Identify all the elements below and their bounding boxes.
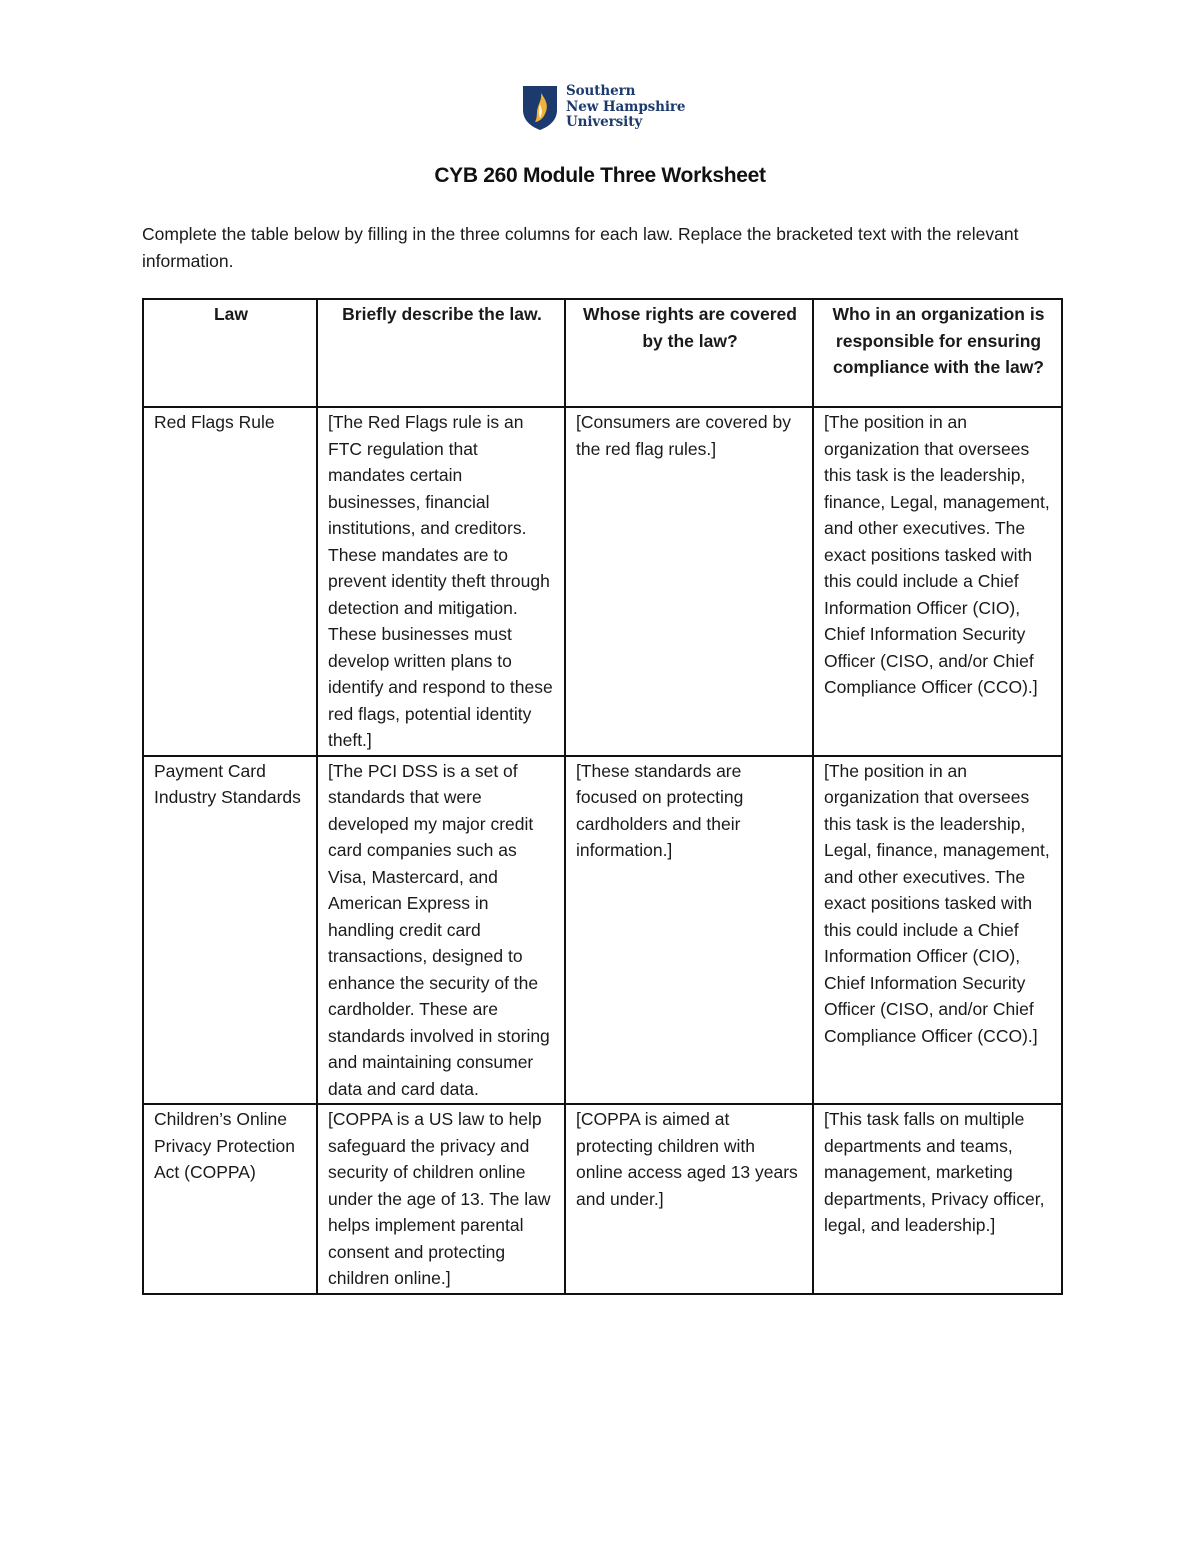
law-table <box>142 298 1063 1295</box>
rights-cell: [These standards are focused on protecting cardholders and their information.] <box>565 756 813 1105</box>
table-row <box>143 1104 1062 1294</box>
table-row <box>143 407 1062 756</box>
logo-line-2: New Hampshire <box>566 98 686 115</box>
flame-shield-icon <box>520 84 560 132</box>
table-header-row <box>143 299 1062 407</box>
rights-cell: [Consumers are covered by the red flag rules.] <box>565 407 813 756</box>
university-logo <box>520 84 685 132</box>
header-responsible: Who in an organization is responsible for ensuring compliance with the law? <box>813 299 1062 407</box>
law-name-cell: Payment Card Industry Standards <box>143 756 317 1105</box>
law-name-cell: Children’s Online Privacy Protection Act (COPPA) <box>143 1104 317 1294</box>
responsible-cell: [The position in an organization that oversees this task is the leadership, finance, Legal, management, and other executives. The exact positions tasked with this could include a Chief Information Officer (CIO), Chief Information Security Officer (CISO, and/or Chief Compliance Officer (CCO).] <box>813 407 1062 756</box>
university-name <box>566 84 685 131</box>
responsible-cell: [The position in an organization that oversees this task is the leadership, Legal, finance, management, and other executives. The exact positions tasked with this could include a Chief Information Officer (CIO), Chief Information Security Officer (CISO, and/or Chief Compliance Officer (CCO).] <box>813 756 1062 1105</box>
description-cell: [The Red Flags rule is an FTC regulation that mandates certain businesses, financial institutions, and creditors. These mandates are to prevent identity theft through detection and mitigation. These businesses must develop written plans to identify and respond to these red flags, potential identity theft.] <box>317 407 565 756</box>
header-law: Law <box>143 299 317 407</box>
page-title: CYB 260 Module Three Worksheet <box>434 164 766 187</box>
description-cell: [The PCI DSS is a set of standards that were developed my major credit card companies such as Visa, Mastercard, and American Express in handling credit card transactions, designed to enhance the security of the cardholder. These are standards involved in storing and maintaining consumer data and card data. <box>317 756 565 1105</box>
law-name-cell: Red Flags Rule <box>143 407 317 756</box>
instructions: Complete the table below by filling in the three columns for each law. Replace the bracketed text with the relevant information. <box>142 224 1019 271</box>
rights-cell: [COPPA is aimed at protecting children with online access aged 13 years and under.] <box>565 1104 813 1294</box>
responsible-cell: [This task falls on multiple departments and teams, management, marketing departments, Privacy officer, legal, and leadership.] <box>813 1104 1062 1294</box>
logo-line-1: Southern <box>566 83 636 99</box>
logo-line-3: University <box>566 114 643 130</box>
header-rights: Whose rights are covered by the law? <box>565 299 813 407</box>
table-row <box>143 756 1062 1105</box>
description-cell: [COPPA is a US law to help safeguard the privacy and security of children online under the age of 13. The law helps implement parental consent and protecting children online.] <box>317 1104 565 1294</box>
header-description: Briefly describe the law. <box>317 299 565 407</box>
